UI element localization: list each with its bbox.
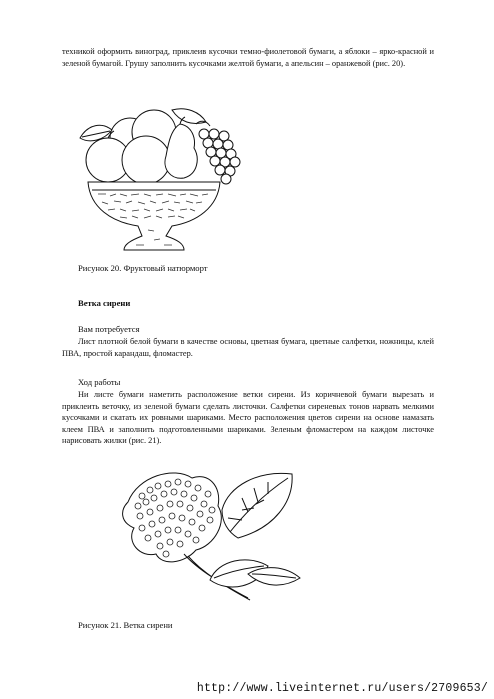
figure-20-caption: Рисунок 20. Фруктовый натюрморт bbox=[78, 263, 208, 273]
orange-center bbox=[122, 136, 170, 184]
fruit-still-life-illustration bbox=[68, 104, 258, 260]
materials-heading: Вам потребуется bbox=[78, 324, 140, 334]
process-text: Ни листе бумаги наметить расположение ветки сирени. Из коричневой бумаги вырезать и приклеить веточку, из зеленой бумаги сделать листочки. Салфетки сиреневых тонов нарвать мелкими кусочками и скатать их ровными шариками. Место расположения цветов сирени на основе намазать клеем ПВА и заполнить подготовленными шариками. Зеленым фломастером на каждом листочке нарисовать жилки (рис. 21). bbox=[62, 390, 434, 446]
process-heading: Ход работы bbox=[78, 377, 121, 387]
watermark-url: http://www.liveinternet.ru/users/2709653/ bbox=[196, 682, 488, 695]
materials-text: Лист плотной белой бумаги в качестве основы, цветная бумага, цветные салфетки, ножницы, клей ПВА, простой карандаш, фломастер. bbox=[62, 337, 434, 358]
lilac-branch-illustration bbox=[118, 462, 318, 612]
section-title: Ветка сирени bbox=[78, 298, 131, 308]
leaf-small bbox=[248, 568, 300, 585]
intro-paragraph: техникой оформить виноград, приклеив кусочки темно-фиолетовой бумаги, а яблоки – ярко-красной и зеленой бумагой. Грушу заполнить кусочками желтой бумаги, а апельсин – оранжевой (рис. 20). bbox=[62, 47, 434, 68]
figure-21-caption: Рисунок 21. Ветка сирени bbox=[78, 620, 173, 630]
grape-cluster bbox=[199, 129, 240, 184]
